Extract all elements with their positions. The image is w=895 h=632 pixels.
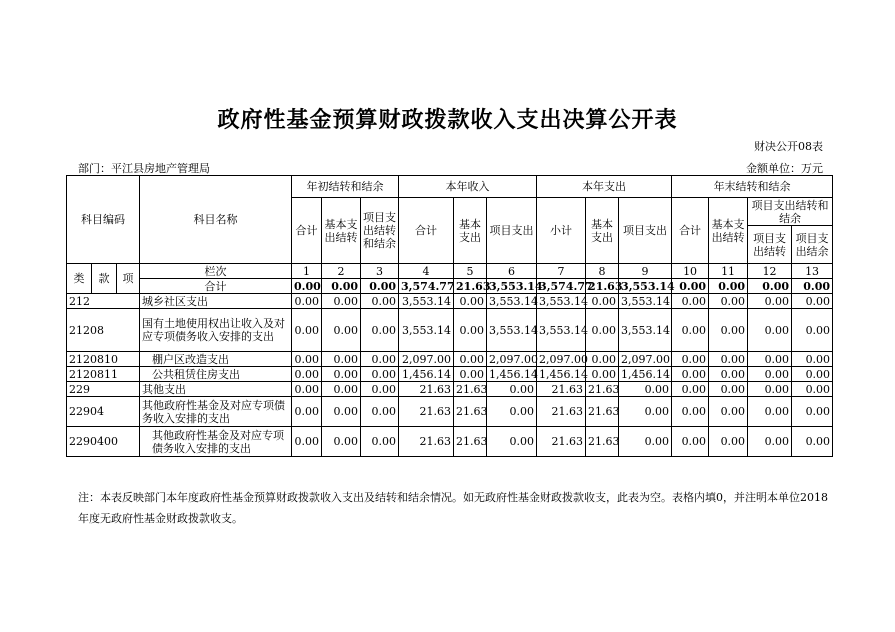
- total-cell: 0.00: [709, 279, 748, 294]
- value-cell: 0.00: [361, 427, 399, 457]
- value-cell: 3,553.14: [399, 294, 454, 309]
- value-cell: 0.00: [292, 294, 322, 309]
- value-cell: 0.00: [709, 397, 748, 427]
- value-cell: 0.00: [586, 294, 619, 309]
- value-cell: 0.00: [619, 397, 672, 427]
- value-cell: 0.00: [454, 352, 487, 367]
- value-cell: 21.63: [399, 382, 454, 397]
- total-cell: 0.00: [361, 279, 399, 294]
- value-cell: 0.00: [792, 352, 833, 367]
- value-cell: 0.00: [709, 427, 748, 457]
- value-cell: 0.00: [292, 397, 322, 427]
- value-cell: 0.00: [672, 397, 709, 427]
- subject-code: 2120810: [67, 352, 140, 367]
- value-cell: 0.00: [361, 382, 399, 397]
- header-income-basic: 基本支出: [454, 198, 487, 264]
- value-cell: 0.00: [748, 427, 792, 457]
- value-cell: 2,097.00: [399, 352, 454, 367]
- amount-unit-label: 金额单位：万元: [746, 162, 823, 175]
- header-subject-code: 科目编码: [67, 176, 140, 264]
- value-cell: 0.00: [748, 382, 792, 397]
- header-project-surplus: 项目支出结余: [792, 226, 833, 264]
- header-income-project: 项目支出: [487, 198, 537, 264]
- value-cell: 0.00: [748, 294, 792, 309]
- value-cell: 0.00: [292, 427, 322, 457]
- value-cell: 21.63: [537, 397, 586, 427]
- value-cell: 1,456.14: [487, 367, 537, 382]
- value-cell: 0.00: [672, 309, 709, 352]
- total-row-label: 合计: [140, 279, 292, 294]
- header-expense-project: 项目支出: [619, 198, 672, 264]
- header-current-expense: 本年支出: [537, 176, 672, 198]
- subject-name: 其他政府性基金及对应专项债务收入安排的支出: [140, 427, 292, 457]
- value-cell: 0.00: [361, 294, 399, 309]
- total-cell: 21.63: [454, 279, 487, 294]
- value-cell: 21.63: [537, 427, 586, 457]
- value-cell: 21.63: [537, 382, 586, 397]
- value-cell: 21.63: [586, 382, 619, 397]
- header-lei: 类: [67, 264, 92, 294]
- header-current-income: 本年收入: [399, 176, 537, 198]
- header-project-ending: 项目支出结转和结余: [748, 198, 833, 226]
- value-cell: 0.00: [748, 367, 792, 382]
- value-cell: 3,553.14: [487, 309, 537, 352]
- table-row: [67, 382, 833, 397]
- column-number: 3: [361, 264, 399, 279]
- table-row: [67, 427, 833, 457]
- header-xiang: 项: [117, 264, 140, 294]
- value-cell: 0.00: [792, 382, 833, 397]
- value-cell: 3,553.14: [399, 309, 454, 352]
- table-row: [67, 294, 833, 309]
- value-cell: 0.00: [322, 309, 361, 352]
- value-cell: 0.00: [361, 352, 399, 367]
- value-cell: 0.00: [292, 352, 322, 367]
- value-cell: 0.00: [709, 294, 748, 309]
- header-basic-balance: 基本支出结转: [322, 198, 361, 264]
- value-cell: 0.00: [322, 294, 361, 309]
- column-number: 4: [399, 264, 454, 279]
- total-cell: 21.63: [586, 279, 619, 294]
- header-subject-name: 科目名称: [140, 176, 292, 264]
- value-cell: 2,097.00: [487, 352, 537, 367]
- total-cell: 0.00: [322, 279, 361, 294]
- subject-name: 其他政府性基金及对应专项债务收入安排的支出: [140, 397, 292, 427]
- value-cell: 2,097.00: [619, 352, 672, 367]
- subject-code: 2120811: [67, 367, 140, 382]
- value-cell: 0.00: [322, 352, 361, 367]
- column-number: 7: [537, 264, 586, 279]
- value-cell: 0.00: [709, 352, 748, 367]
- value-cell: 0.00: [748, 397, 792, 427]
- column-number: 11: [709, 264, 748, 279]
- header-project-carryover: 项目支出结转: [748, 226, 792, 264]
- value-cell: 21.63: [454, 427, 487, 457]
- header-beginning-balance: 年初结转和结余: [292, 176, 399, 198]
- subject-code: 229: [67, 382, 140, 397]
- header-income-total: 合计: [399, 198, 454, 264]
- value-cell: 21.63: [454, 397, 487, 427]
- column-number: 12: [748, 264, 792, 279]
- header-expense-basic: 基本支出: [586, 198, 619, 264]
- value-cell: 0.00: [322, 367, 361, 382]
- value-cell: 3,553.14: [537, 294, 586, 309]
- header-total: 合计: [292, 198, 322, 264]
- value-cell: 0.00: [487, 427, 537, 457]
- value-cell: 3,553.14: [619, 309, 672, 352]
- value-cell: 0.00: [487, 397, 537, 427]
- column-number: 13: [792, 264, 833, 279]
- column-number: 8: [586, 264, 619, 279]
- value-cell: 0.00: [586, 352, 619, 367]
- total-cell: 3,574.77: [537, 279, 586, 294]
- subject-name: 其他支出: [140, 382, 292, 397]
- value-cell: 0.00: [672, 427, 709, 457]
- header-kuan: 款: [92, 264, 117, 294]
- value-cell: 0.00: [748, 309, 792, 352]
- table-row: [67, 352, 833, 367]
- value-cell: 21.63: [586, 397, 619, 427]
- total-cell: 0.00: [672, 279, 709, 294]
- value-cell: 0.00: [792, 309, 833, 352]
- subject-code: 21208: [67, 309, 140, 352]
- value-cell: 0.00: [792, 397, 833, 427]
- value-cell: 0.00: [292, 309, 322, 352]
- value-cell: 0.00: [586, 309, 619, 352]
- header-expense-subtotal: 小计: [537, 198, 586, 264]
- value-cell: 21.63: [399, 397, 454, 427]
- value-cell: 0.00: [748, 352, 792, 367]
- value-cell: 0.00: [292, 367, 322, 382]
- column-number: 1: [292, 264, 322, 279]
- value-cell: 0.00: [672, 352, 709, 367]
- value-cell: 0.00: [361, 397, 399, 427]
- value-cell: 1,456.14: [619, 367, 672, 382]
- value-cell: 0.00: [322, 382, 361, 397]
- value-cell: 0.00: [619, 427, 672, 457]
- value-cell: 0.00: [292, 382, 322, 397]
- value-cell: 1,456.14: [399, 367, 454, 382]
- value-cell: 3,553.14: [537, 309, 586, 352]
- value-cell: 0.00: [454, 309, 487, 352]
- value-cell: 0.00: [361, 309, 399, 352]
- column-number: 2: [322, 264, 361, 279]
- value-cell: 0.00: [792, 367, 833, 382]
- table-note: 注：本表反映部门本年度政府性基金预算财政拨款收入支出及结转和结余情况。如无政府性基金财政拨款收支，此表为空。表格内填0，并注明本单位2018年度无政府性基金财政拨款收支。: [78, 491, 828, 525]
- value-cell: 1,456.14: [537, 367, 586, 382]
- page-title: 政府性基金预算财政拨款收入支出决算公开表: [217, 107, 678, 133]
- value-cell: 2,097.00: [537, 352, 586, 367]
- table-row: [67, 397, 833, 427]
- header-column-no: 栏次: [140, 264, 292, 279]
- column-number: 10: [672, 264, 709, 279]
- table-row: [67, 309, 833, 352]
- total-cell: 3,574.77: [399, 279, 454, 294]
- value-cell: 3,553.14: [487, 294, 537, 309]
- column-number: 9: [619, 264, 672, 279]
- header-ending-basic: 基本支出结转: [709, 198, 748, 264]
- value-cell: 21.63: [454, 382, 487, 397]
- header-project-balance: 项目支出结转和结余: [361, 198, 399, 264]
- value-cell: 0.00: [709, 367, 748, 382]
- budget-table: [66, 175, 833, 457]
- value-cell: 21.63: [586, 427, 619, 457]
- form-code: 财决公开08表: [754, 140, 823, 153]
- value-cell: 0.00: [454, 367, 487, 382]
- value-cell: 0.00: [619, 382, 672, 397]
- department-label: 部门：平江县房地产管理局: [78, 162, 210, 175]
- total-cell: 0.00: [748, 279, 792, 294]
- value-cell: 0.00: [586, 367, 619, 382]
- value-cell: 0.00: [792, 294, 833, 309]
- total-cell: 3,553.14: [487, 279, 537, 294]
- column-number: 5: [454, 264, 487, 279]
- subject-name: 棚户区改造支出: [140, 352, 292, 367]
- value-cell: 0.00: [792, 427, 833, 457]
- value-cell: 0.00: [361, 367, 399, 382]
- value-cell: 0.00: [487, 382, 537, 397]
- total-cell: 0.00: [292, 279, 322, 294]
- subject-code: 212: [67, 294, 140, 309]
- table-row: [67, 367, 833, 382]
- value-cell: 0.00: [322, 427, 361, 457]
- value-cell: 0.00: [709, 309, 748, 352]
- value-cell: 21.63: [399, 427, 454, 457]
- subject-code: 2290400: [67, 427, 140, 457]
- value-cell: 0.00: [454, 294, 487, 309]
- header-ending-balance: 年末结转和结余: [672, 176, 833, 198]
- value-cell: 0.00: [709, 382, 748, 397]
- header-ending-total: 合计: [672, 198, 709, 264]
- subject-code: 22904: [67, 397, 140, 427]
- value-cell: 0.00: [672, 367, 709, 382]
- column-number: 6: [487, 264, 537, 279]
- subject-name: 城乡社区支出: [140, 294, 292, 309]
- value-cell: 3,553.14: [619, 294, 672, 309]
- total-cell: 0.00: [792, 279, 833, 294]
- value-cell: 0.00: [322, 397, 361, 427]
- subject-name: 国有土地使用权出让收入及对应专项债务收入安排的支出: [140, 309, 292, 352]
- subject-name: 公共租赁住房支出: [140, 367, 292, 382]
- value-cell: 0.00: [672, 294, 709, 309]
- value-cell: 0.00: [672, 382, 709, 397]
- total-cell: 3,553.14: [619, 279, 672, 294]
